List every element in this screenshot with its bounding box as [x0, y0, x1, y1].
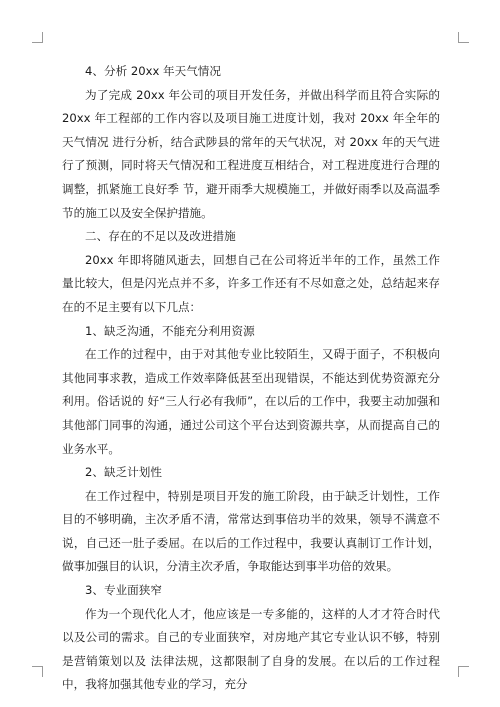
- paragraph-weather: 为了完成 20xx 年公司的项目开发任务，并做出科学而且符合实际的 20xx 年工程部的工作内容以及项目施工进度计划，我对 20xx 年全年的天气情况 进行分析，结合武陟县的常年的天气状况，对 20xx 年的天气进行了预测，同时将天气情况和工程进度互相结合，对工程进度进行合理的调整，抓紧施工良好季 节，避开雨季大规模施工，并做好雨季以及高温季节的施工以及安全保护措施。: [62, 87, 440, 220]
- subheading-specialty: 3、专业面狭窄: [85, 583, 162, 598]
- crop-mark-top-left: [32, 32, 43, 43]
- crop-mark-bottom-left: [32, 666, 43, 677]
- subheading-planning: 2、缺乏计划性: [85, 465, 162, 480]
- crop-mark-top-right: [458, 32, 469, 43]
- section-heading-shortcomings: 二、存在的不足以及改进措施: [85, 229, 236, 244]
- section-heading-weather: 4、分析 20xx 年天气情况: [85, 64, 221, 78]
- document-body: [62, 60, 440, 697]
- crop-mark-bottom-right: [458, 666, 469, 677]
- paragraph-communication: 在工作的过程中，由于对其他专业比较陌生，又碍于面子，不积极向其他同事求教，造成工作效率降低甚至出现错误，不能达到优势资源充分利用。俗话说的 好“三人行必有我师”，在以后的工作中，我要主动加强和其他部门同事的沟通，通过公司这个平台达到资源共享，从而提高自己的业务水平。: [62, 347, 440, 456]
- subheading-communication: 1、缺乏沟通，不能充分利用资源: [85, 323, 255, 338]
- paragraph-planning: 在工作过程中，特别是项目开发的施工阶段，由于缺乏计划性，工作目的不够明确，主次矛盾不清，常常达到事倍功半的效果，领导不满意不说，自己还一肚子委屈。在以后的工作过程中，我要认真制订工作计划，做事加强目的认识，分清主次矛盾，争取能达到事半功倍的效果。: [62, 488, 440, 574]
- paragraph-specialty: 作为一个现代化人才，他应该是一专多能的，这样的人才才符合时代以及公司的需求。自己的专业面狭窄，对房地产其它专业认识不够，特别是营销策划以及 法律法规，这都限制了自身的发展。在以后的工作过程中，我将加强其他专业的学习，充分: [62, 606, 440, 692]
- paragraph-shortcomings-intro: 20xx 年即将随风逝去，回想自己在公司将近半年的工作，虽然工作量比较大，但是闪光点并不多，许多工作还有不尽如意之处，总结起来存在的不足主要有以下几点：: [62, 252, 440, 314]
